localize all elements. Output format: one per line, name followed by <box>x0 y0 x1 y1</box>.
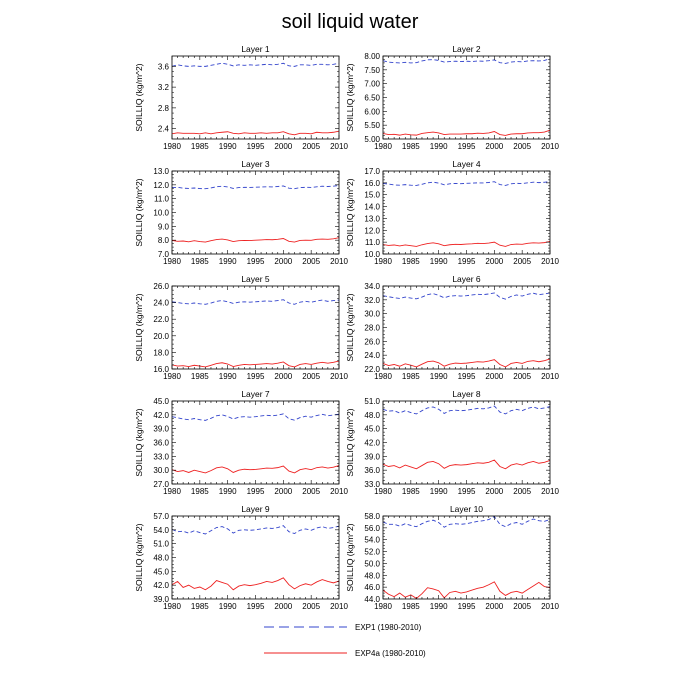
x-tick-label: 2005 <box>302 372 321 381</box>
x-tick-label: 1985 <box>190 142 209 151</box>
y-tick-label: 7.00 <box>364 79 380 89</box>
y-tick-label: 13.0 <box>153 167 169 176</box>
x-tick-label: 1980 <box>163 257 181 266</box>
y-tick-label: 7.50 <box>364 65 380 75</box>
series-line-exp4a <box>383 241 550 246</box>
panel-title: Layer 10 <box>449 504 484 514</box>
y-axis-label: SOILLIQ (kg/m^2) <box>134 293 144 362</box>
y-tick-label: 32.0 <box>364 295 380 305</box>
legend-label-exp4a: EXP4a (1980-2010) <box>355 649 426 658</box>
y-tick-label: 45.0 <box>153 397 169 406</box>
x-tick-label: 1985 <box>401 602 420 611</box>
x-tick-label: 1990 <box>218 142 237 151</box>
y-tick-label: 11.0 <box>154 194 169 204</box>
x-tick-label: 1985 <box>190 602 209 611</box>
y-tick-label: 42.0 <box>153 410 169 420</box>
y-axis-label: SOILLIQ (kg/m^2) <box>345 63 355 132</box>
panel-title: Layer 6 <box>452 274 481 284</box>
y-axis-label: SOILLIQ (kg/m^2) <box>345 408 355 477</box>
y-tick-label: 16.0 <box>153 365 169 374</box>
y-tick-label: 15.0 <box>364 190 380 200</box>
x-tick-label: 2005 <box>513 487 532 496</box>
x-tick-label: 1995 <box>246 142 265 151</box>
y-tick-label: 33.0 <box>364 480 380 489</box>
x-tick-label: 1995 <box>457 372 476 381</box>
x-tick-label: 2005 <box>513 142 532 151</box>
panels-grid <box>134 44 559 611</box>
panel-layer-3 <box>134 159 348 266</box>
y-tick-label: 12.0 <box>153 180 169 190</box>
panel-layer-4 <box>345 159 559 266</box>
x-tick-label: 2000 <box>485 257 504 266</box>
y-tick-label: 8.0 <box>157 236 169 246</box>
x-tick-label: 2005 <box>513 602 532 611</box>
y-tick-label: 2.8 <box>157 103 169 113</box>
x-tick-label: 1990 <box>218 487 237 496</box>
y-tick-label: 14.0 <box>364 202 380 212</box>
panel-layer-2 <box>345 44 559 151</box>
y-tick-label: 5.00 <box>364 135 380 144</box>
y-tick-label: 58.0 <box>364 512 380 521</box>
panel-layer-7 <box>134 389 348 496</box>
y-tick-label: 22.0 <box>364 365 380 374</box>
y-tick-label: 48.0 <box>364 410 380 420</box>
y-axis-label: SOILLIQ (kg/m^2) <box>134 63 144 132</box>
y-tick-label: 26.0 <box>364 337 380 347</box>
x-tick-label: 1985 <box>401 257 420 266</box>
y-axis-label: SOILLIQ (kg/m^2) <box>345 523 355 592</box>
series-line-exp4a <box>172 238 339 242</box>
x-tick-label: 2005 <box>302 257 321 266</box>
y-tick-label: 9.0 <box>157 222 169 232</box>
x-tick-label: 2000 <box>485 372 504 381</box>
x-tick-label: 1995 <box>457 487 476 496</box>
panel-layer-1 <box>134 44 348 151</box>
x-tick-label: 2000 <box>485 142 504 151</box>
plot-frame <box>383 516 550 599</box>
y-tick-label: 12.0 <box>364 226 380 236</box>
panel-title: Layer 1 <box>241 44 270 54</box>
y-tick-label: 13.0 <box>364 214 380 224</box>
y-tick-label: 20.0 <box>153 331 169 341</box>
series-line-exp1 <box>383 181 550 185</box>
x-tick-label: 1990 <box>429 142 448 151</box>
x-tick-label: 2010 <box>330 487 348 496</box>
y-tick-label: 57.0 <box>153 512 169 521</box>
series-line-exp1 <box>172 414 339 420</box>
y-tick-label: 26.0 <box>153 282 169 291</box>
x-tick-label: 1985 <box>190 372 209 381</box>
panel-title: Layer 5 <box>241 274 270 284</box>
y-tick-label: 39.0 <box>153 424 169 434</box>
y-tick-label: 48.0 <box>364 571 380 581</box>
x-tick-label: 2000 <box>485 602 504 611</box>
series-line-exp4a <box>172 578 339 590</box>
x-tick-label: 2010 <box>330 142 348 151</box>
y-tick-label: 33.0 <box>153 452 169 462</box>
x-tick-label: 2000 <box>274 372 293 381</box>
y-tick-label: 8.00 <box>364 52 380 61</box>
y-tick-label: 52.0 <box>364 547 380 557</box>
x-tick-label: 1980 <box>163 142 181 151</box>
x-tick-label: 2000 <box>274 257 293 266</box>
y-tick-label: 46.0 <box>364 583 380 593</box>
y-tick-label: 54.0 <box>153 525 169 535</box>
y-tick-label: 30.0 <box>153 466 169 476</box>
panel-title: Layer 8 <box>452 389 481 399</box>
y-tick-label: 27.0 <box>153 480 169 489</box>
x-tick-label: 1990 <box>429 257 448 266</box>
x-tick-label: 2010 <box>330 257 348 266</box>
x-tick-label: 2005 <box>513 372 532 381</box>
y-tick-label: 50.0 <box>364 559 380 569</box>
y-tick-label: 3.6 <box>157 62 169 72</box>
x-tick-label: 2000 <box>485 487 504 496</box>
x-tick-label: 1995 <box>457 142 476 151</box>
y-tick-label: 45.0 <box>364 424 380 434</box>
y-tick-label: 56.0 <box>364 523 380 533</box>
x-tick-label: 2010 <box>541 602 559 611</box>
series-line-exp1 <box>383 406 550 414</box>
y-tick-label: 51.0 <box>153 539 169 549</box>
x-tick-label: 1985 <box>190 257 209 266</box>
x-tick-label: 1980 <box>374 142 392 151</box>
x-tick-label: 2010 <box>541 487 559 496</box>
series-line-exp1 <box>172 185 339 188</box>
series-line-exp4a <box>172 131 339 135</box>
y-tick-label: 16.0 <box>364 178 380 188</box>
y-tick-label: 17.0 <box>364 167 380 176</box>
y-tick-label: 54.0 <box>364 535 380 545</box>
plot-frame <box>383 401 550 484</box>
x-tick-label: 2000 <box>274 487 293 496</box>
panel-title: Layer 2 <box>452 44 481 54</box>
series-line-exp4a <box>383 460 550 469</box>
panel-layer-5 <box>134 274 348 381</box>
y-tick-label: 10.0 <box>364 250 380 259</box>
x-tick-label: 1980 <box>163 487 181 496</box>
x-tick-label: 1980 <box>163 372 181 381</box>
panel-title: Layer 9 <box>241 504 270 514</box>
x-tick-label: 2010 <box>330 372 348 381</box>
x-tick-label: 1995 <box>246 257 265 266</box>
plot-frame <box>383 56 550 139</box>
x-tick-label: 2005 <box>513 257 532 266</box>
x-tick-label: 1995 <box>457 257 476 266</box>
panel-layer-10 <box>345 504 559 611</box>
y-tick-label: 36.0 <box>153 438 169 448</box>
series-line-exp1 <box>172 300 339 305</box>
y-tick-label: 44.0 <box>364 595 380 604</box>
x-tick-label: 1990 <box>429 372 448 381</box>
plot-frame <box>383 286 550 369</box>
series-line-exp4a <box>383 130 550 135</box>
y-tick-label: 24.0 <box>364 351 380 361</box>
x-tick-label: 2010 <box>541 372 559 381</box>
x-tick-label: 1985 <box>401 487 420 496</box>
y-tick-label: 5.50 <box>364 121 380 131</box>
panel-title: Layer 7 <box>241 389 270 399</box>
y-axis-label: SOILLIQ (kg/m^2) <box>345 178 355 247</box>
y-tick-label: 39.0 <box>153 595 169 604</box>
y-tick-label: 3.2 <box>157 83 169 93</box>
y-tick-label: 30.0 <box>364 309 380 319</box>
x-tick-label: 2005 <box>302 142 321 151</box>
figure-title: soil liquid water <box>281 11 419 33</box>
y-tick-label: 7.0 <box>157 250 169 259</box>
x-tick-label: 2010 <box>330 602 348 611</box>
x-tick-label: 2010 <box>541 142 559 151</box>
x-tick-label: 1985 <box>190 487 209 496</box>
y-tick-label: 36.0 <box>364 466 380 476</box>
y-tick-label: 48.0 <box>153 553 169 563</box>
x-tick-label: 1980 <box>374 372 392 381</box>
y-tick-label: 18.0 <box>153 348 169 358</box>
y-axis-label: SOILLIQ (kg/m^2) <box>134 523 144 592</box>
x-tick-label: 1990 <box>429 487 448 496</box>
y-axis-label: SOILLIQ (kg/m^2) <box>134 178 144 247</box>
y-tick-label: 42.0 <box>364 438 380 448</box>
x-tick-label: 1995 <box>457 602 476 611</box>
y-axis-label: SOILLIQ (kg/m^2) <box>345 293 355 362</box>
y-tick-label: 6.50 <box>364 93 380 103</box>
x-tick-label: 1990 <box>218 372 237 381</box>
y-tick-label: 2.4 <box>157 124 169 134</box>
y-tick-label: 22.0 <box>153 315 169 325</box>
x-tick-label: 1985 <box>401 372 420 381</box>
series-line-exp1 <box>172 526 339 534</box>
y-tick-label: 24.0 <box>153 298 169 308</box>
panel-layer-6 <box>345 274 559 381</box>
series-line-exp1 <box>383 293 550 299</box>
x-tick-label: 1990 <box>429 602 448 611</box>
x-tick-label: 2010 <box>541 257 559 266</box>
x-tick-label: 1980 <box>374 257 392 266</box>
panel-title: Layer 3 <box>241 159 270 169</box>
x-tick-label: 1995 <box>246 487 265 496</box>
x-tick-label: 1990 <box>218 257 237 266</box>
series-line-exp4a <box>172 466 339 473</box>
panel-title: Layer 4 <box>452 159 481 169</box>
legend <box>264 623 426 658</box>
x-tick-label: 2005 <box>302 602 321 611</box>
series-line-exp1 <box>172 63 339 66</box>
panel-layer-8 <box>345 389 559 496</box>
plot-frame <box>172 286 339 369</box>
y-tick-label: 39.0 <box>364 452 380 462</box>
plot-frame <box>172 401 339 484</box>
y-tick-label: 34.0 <box>364 282 380 291</box>
x-tick-label: 2005 <box>302 487 321 496</box>
plot-frame <box>172 516 339 599</box>
x-tick-label: 1995 <box>246 602 265 611</box>
x-tick-label: 1980 <box>163 602 181 611</box>
x-tick-label: 2000 <box>274 142 293 151</box>
y-tick-label: 6.00 <box>364 107 380 117</box>
x-tick-label: 1990 <box>218 602 237 611</box>
plot-frame <box>172 56 339 139</box>
y-tick-label: 10.0 <box>153 208 169 218</box>
x-tick-label: 2000 <box>274 602 293 611</box>
y-axis-label: SOILLIQ (kg/m^2) <box>134 408 144 477</box>
x-tick-label: 1985 <box>401 142 420 151</box>
y-tick-label: 42.0 <box>153 581 169 591</box>
x-tick-label: 1995 <box>246 372 265 381</box>
y-tick-label: 11.0 <box>365 238 380 248</box>
x-tick-label: 1980 <box>374 487 392 496</box>
y-tick-label: 28.0 <box>364 323 380 333</box>
panel-layer-9 <box>134 504 348 611</box>
y-tick-label: 45.0 <box>153 567 169 577</box>
y-tick-label: 51.0 <box>364 397 380 406</box>
x-tick-label: 1980 <box>374 602 392 611</box>
legend-label-exp1: EXP1 (1980-2010) <box>355 623 422 632</box>
